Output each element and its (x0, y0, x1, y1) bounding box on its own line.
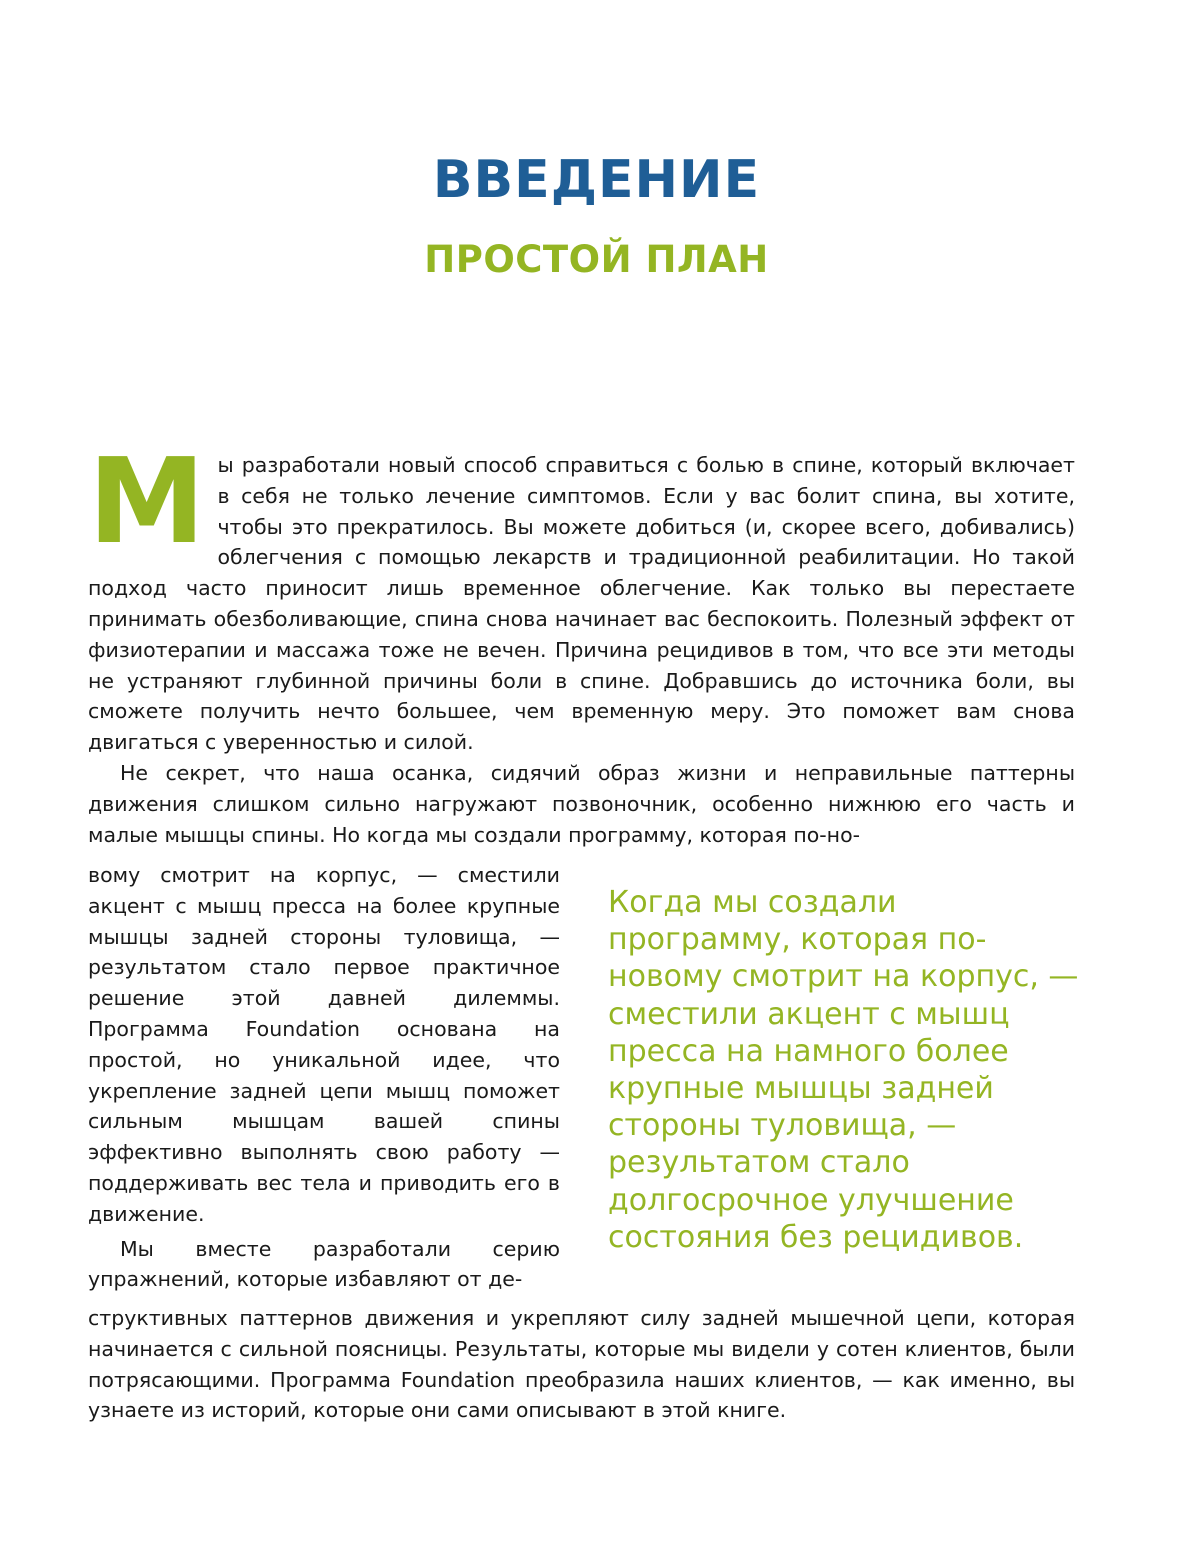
paragraph-3: вому смотрит на корпус, — сместили акцент с мышц пресса на более крупные мышцы задней стороны туловища, — результатом стало первое практичное решение этой давней дилеммы. Программа Foundation основана на простой, но уникальной идее, что укрепление задней цепи мышц поможет сильным мышцам вашей спины эффективно выполнять свою работу — поддерживать вес тела и приводить его в движение. (88, 863, 560, 1226)
chapter-subtitle: ПРОСТОЙ ПЛАН (424, 238, 769, 281)
intro-paragraph (88, 432, 1075, 758)
chapter-title: ВВЕДЕНИЕ (432, 150, 761, 210)
left-column (88, 860, 560, 1295)
pull-quote: Когда мы создали программу, которая по-новому смотрит на корпус, — сместили акцент с мышц пресса на намного более крупные мышцы задней стороны туловища, — результатом стало долгосрочное улучшение состояния без рецидивов. (608, 885, 1079, 1255)
drop-cap: М (88, 432, 206, 570)
paragraph-4: Мы вместе разработали серию упражнений, которые избавляют от де- (88, 1236, 560, 1292)
paragraph-5: структивных паттернов движения и укрепляют силу задней мышечной цепи, которая начинается с сильной поясницы. Результаты, которые мы видели у сотен клиентов, были потрясающими. Программа Foundation преобразила наших клиентов, — как именно, вы узнаете из историй, которые они сами описывают в этой книге. (88, 1306, 1075, 1423)
paragraph-2: Не секрет, что наша осанка, сидячий образ жизни и неправильные паттерны движения слишком сильно нагружают позвоночник, особенно нижнюю его часть и малые мышцы спины. Но когда мы создали программу, которая по-но- (88, 761, 1075, 847)
paragraph-1: ы разработали новый способ справиться с болью в спине, который включает в себя не только лечение симптомов. Если у вас болит спина, вы хотите, чтобы это прекратилось. Вы можете добиться (и, скорее всего, добивались) облегчения с помощью лекарств и традиционной реабилитации. Но такой подход часто приносит лишь временное облегчение. Как только вы перестаете принимать обезболивающие, спина снова начинает вас беспокоить. Полезный эффект от физиотерапии и массажа тоже не вечен. Причина рецидивов в том, что все эти методы не устраняют глубинной причины боли в спине. Добравшись до источника боли, вы сможете получить нечто большее, чем временную меру. Это поможет вам снова двигаться с уверенностью и силой. (88, 453, 1075, 755)
